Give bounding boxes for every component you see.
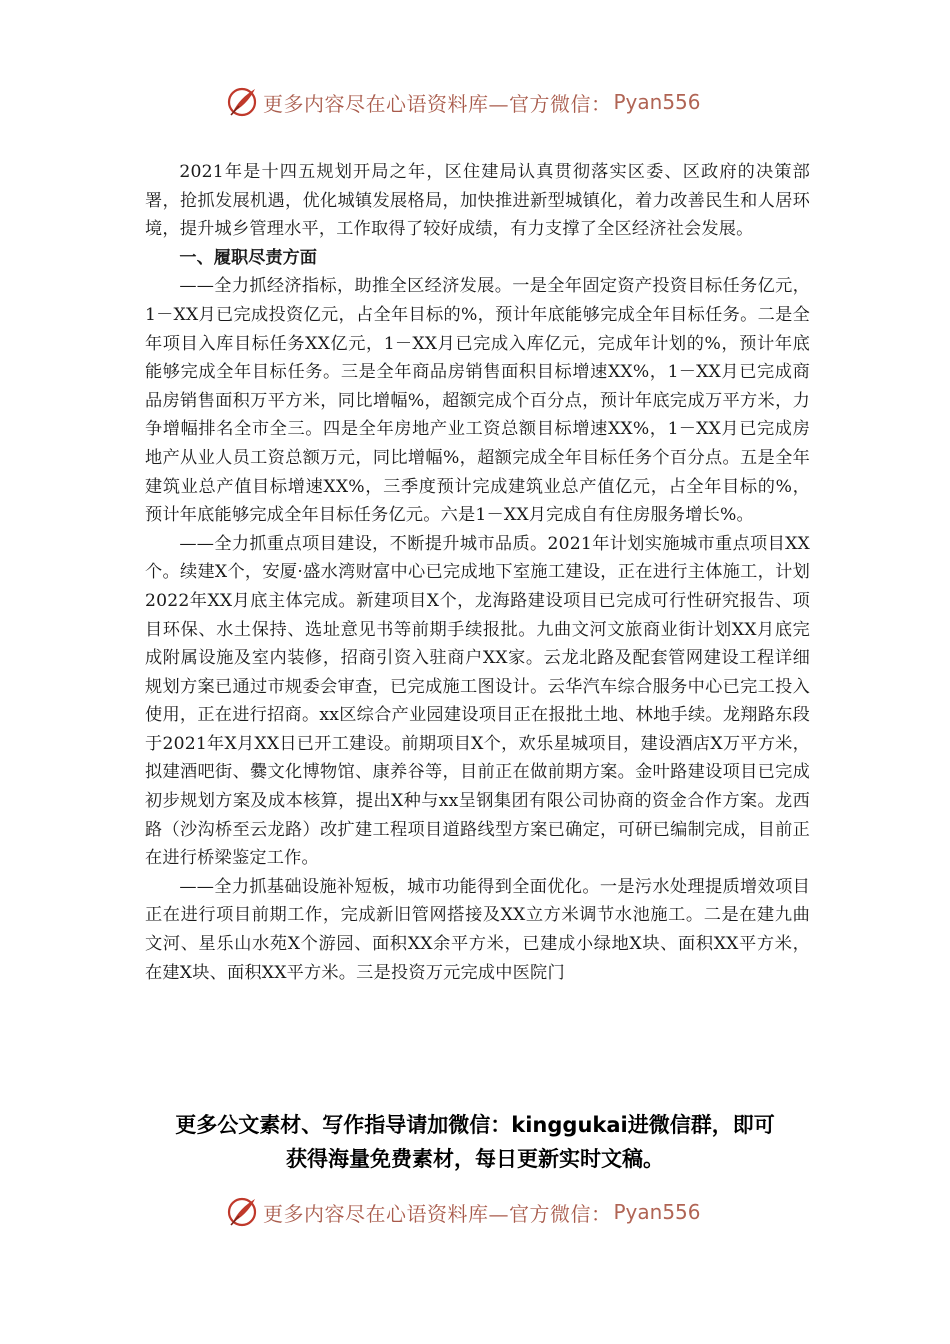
paragraph-economic-indicators: ——全力抓经济指标，助推全区经济发展。一是全年固定资产投资目标任务亿元，1－XX月已完成投资亿元，占全年目标的%，预计年底能够完成全年目标任务。二是全年项目入库目标任务XX亿元，1－XX月已完成入库亿元，完成年计划的%，预计年底能够完成全年目标任务。三是全年商品房销售面积目标增速XX%，1－XX月已完成商品房销售面积万平方米，同比增幅%，超额完成个百分点，预计年底完成万平方米，力争增幅排名全市全三。四是全年房地产业工资总额目标增速XX%，1－XX月已完成房地产从业人员工资总额万元，同比增幅%，超额完成全年目标任务个百分点。五是全年建筑业总产值目标增速XX%，三季度预计完成建筑业总产值亿元，占全年目标的%，预计年底能够完成全年目标任务亿元。六是1－XX月完成自有住房服务增长%。 <box>145 276 810 526</box>
promo-line-2: 获得海量免费素材，每日更新实时文稿。 <box>286 1147 664 1171</box>
promo-notice <box>100 1108 850 1176</box>
footer-banner-text: 更多内容尽在心语资料库—官方微信： <box>263 1201 612 1226</box>
promo-line-1: 更多公文素材、写作指导请加微信：kinggukai进微信群，即可 <box>175 1113 775 1137</box>
header-banner <box>225 84 745 120</box>
document-body <box>145 158 810 987</box>
paragraph-key-projects: ——全力抓重点项目建设，不断提升城市品质。2021年计划实施城市重点项目XX个。续建X个，安厦·盛水湾财富中心已完成地下室施工建设，正在进行主体施工，计划2022年XX月底主体完成。新建项目X个，龙海路建设项目已完成可行性研究报告、项目环保、水土保持、选址意见书等前期手续报批。九曲文河文旅商业街计划XX月底完成附属设施及室内装修，招商引资入驻商户XX家。云龙北路及配套管网建设工程详细规划方案已通过市规委会审查，已完成施工图设计。云华汽车综合服务中心已完工投入使用，正在进行招商。xx区综合产业园建设项目正在报批土地、林地手续。龙翔路东段于2021年X月XX日已开工建设。前期项目X个，欢乐星城项目，建设酒店X万平方米，拟建酒吧街、爨文化博物馆、康养谷等，目前正在做前期方案。金叶路建设项目已完成初步规划方案及成本核算，提出X种与xx呈钢集团有限公司协商的资金合作方案。龙西路（沙沟桥至云龙路）改扩建工程项目道路线型方案已确定，可研已编制完成，目前正在进行桥梁鉴定工作。 <box>145 533 810 869</box>
quill-logo-icon <box>225 1195 259 1229</box>
intro-paragraph: 2021年是十四五规划开局之年，区住建局认真贯彻落实区委、区政府的决策部署，抢抓发展机遇，优化城镇发展格局，加快推进新型城镇化，着力改善民生和人居环境，提升城乡管理水平，工作取得了较好成绩，有力支撑了全区经济社会发展。 <box>145 162 810 240</box>
footer-wechat-id: Pyan556 <box>613 1200 701 1224</box>
header-wechat-id: Pyan556 <box>613 90 701 114</box>
footer-banner <box>225 1194 745 1230</box>
header-banner-text: 更多内容尽在心语资料库—官方微信： <box>263 91 612 116</box>
section-heading: 一、履职尽责方面 <box>179 247 317 268</box>
quill-logo-icon <box>225 85 259 119</box>
paragraph-infrastructure: ——全力抓基础设施补短板，城市功能得到全面优化。一是污水处理提质增效项目正在进行项目前期工作，完成新旧管网搭接及XX立方米调节水池施工。二是在建九曲文河、星乐山水苑X个游园、面积XX余平方米，已建成小绿地X块、面积XX平方米，在建X块、面积XX平方米。三是投资万元完成中医院门 <box>145 876 810 983</box>
